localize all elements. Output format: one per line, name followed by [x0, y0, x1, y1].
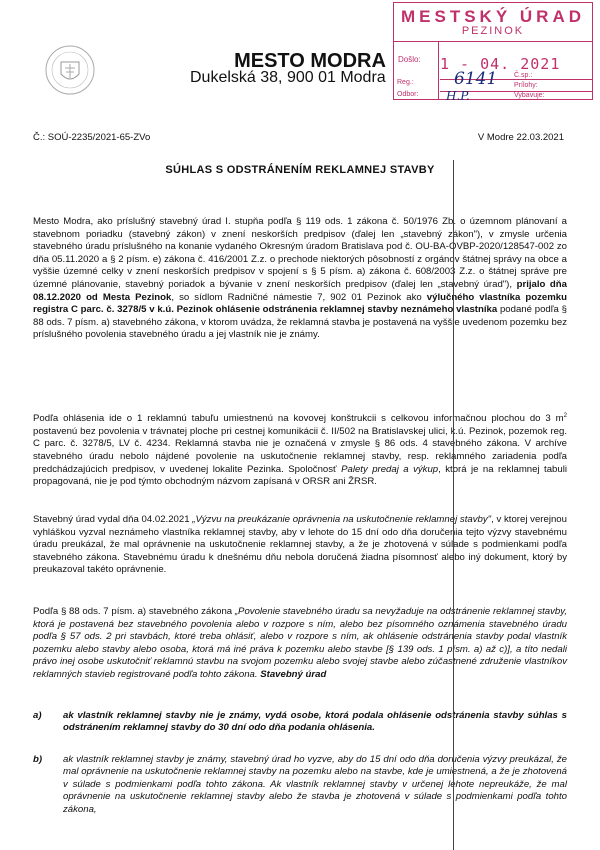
stamp-reg-label: Reg.:: [397, 79, 414, 86]
list-item-a: a) ak vlastník reklamnej stavby nie je známy, vydá osobe, ktorá podala ohlásenie odstránenia stavby súhlas s odstránením reklamnej stavby do 30 dní odo dňa podania ohlásenia.: [33, 710, 567, 734]
stamp-handler-label: Vybavuje:: [514, 92, 545, 99]
paragraph-4: Podľa § 88 ods. 7 písm. a) stavebného zákona „Povolenie stavebného úradu sa nevyžaduje na odstránenie reklamnej stavby, ktorá je postavená bez stavebného povolenia alebo v rozpore s ním, alebo bez písomného oznámenia stavebného úradu podľa § 57 ods. 2 pri stavbách, ktoré treba ohlásiť, alebo v rozpore s ním, ak ohlásenie odstránenia stavby podal vlastník pozemku alebo stavby alebo osoba, ktorá má iné práva k pozemku alebo stavbe [§ 139 ods. 1 písm. a) až c)], a títo nedali právo inej osobe uskutočniť reklamnú stavbu na svojom pozemku alebo svojej stavbe alebo zúčastnené združenie vlastníkov reklamných stavieb registrované podľa tohto zákona. Stavebný úrad: [33, 606, 567, 680]
document-title: SÚHLAS S ODSTRÁNENÍM REKLAMNEJ STAVBY: [165, 164, 435, 176]
org-name: MESTO MODRA: [234, 50, 386, 72]
scan-fold-line: [453, 160, 454, 850]
reference-number: Č.: SOÚ-2235/2021-65-ZVo: [33, 132, 151, 143]
stamp-number-label: Č.sp.:: [514, 72, 533, 79]
stamp-handwritten-dept: H.P.: [446, 89, 470, 103]
paragraph-3: Stavebný úrad vydal dňa 04.02.2021 „Výzvu na preukázanie oprávnenia na uskutočnenie reklamnej stavby", v ktorej verejnou vyhláškou vyzval neznámeho vlastníka reklamnej stavby, aby v lehote do 15 dní odo dňa doručenia tejto výzvy stavebnému úradu preukázal, že mal oprávnenie na uskutočnenie reklamnej stavby, a že je zhotovená v súlade s podmienkami podľa stavebného zákona. Stavebnému úradu k dnešnému dňu nebola doručená žiadna písomnosť alebo iný dokument, ktorý by preukazoval takéto oprávnenie.: [33, 514, 567, 576]
stamp-received-label: Došlo:: [398, 55, 421, 64]
stamp-handwritten-number: 6141: [454, 69, 498, 89]
stamp-city: PEZINOK: [461, 25, 525, 37]
paragraph-2: Podľa ohlásenia ide o 1 reklamnú tabuľu umiestnenú na kovovej konštrukcii s celkovou informačnou plochou do 3 $m^2$ postavenú bez povolenia v trávnatej ploche pri cestnej komunikácii č. II/502 na Bratislavskej ulici, k.ú. Pezinok, pozemok reg. C parc. č. 3278/5, LV č. 4234. Reklamná stavba nie je označená v zmysle § 86 ods. 4 stavebného zákona. V archíve stavebného úradu nebolo nájdené povolenie na uskutočnenie reklamnej stavby, resp. reklamného zariadenia podľa predchádzajúcich predpisov, v uvedenej lokalite Pezinka. Spoločnosť Palety predaj a výkup, ktorá je na reklamnej tabuli propagovaná, nie je pod týmto obchodným názvom zapísaná v ORSR ani ŽRSR.: [33, 413, 567, 488]
stamp-office: MESTSKÝ ÚRAD: [400, 7, 585, 26]
stamp-date: 1 - 04. 2021: [440, 55, 561, 73]
paragraph-1: Mesto Modra, ako príslušný stavebný úrad I. stupňa podľa § 119 ods. 1 zákona č. 50/1976 Zb. o územnom plánovaní a stavebnom poriadku (stavebný zákon) v znení neskorších predpisov (ďalej len „stavebný zákon"), v zmysle určenia stavebného úradu príslušného na konanie vydaného Okresným úradom Bratislava pod č. OU-BA-OVBP-2020/128547-002 zo dňa 05.11.2020 a § 2 písm. e) zákona č. 416/2001 Z.z. o prechode niektorých pôsobností z orgánov štátnej správy na obce a vyššie územné celky v znení neskorších predpisov v spojení s § 5 písm. a) zákona č. 608/2003 Z.z. o štátnej správe pre územné plánovanie, stavebný poriadok a bývanie v znení neskorších predpisov (ďalej len „stavebný úrad"), prijalo dňa 08.12.2020 od Mesta Pezinok, so sídlom Radničné námestie 7, 902 01 Pezinok ako výlučného vlastníka pozemku registra C parc. č. 3278/5 v k.ú. Pezinok ohlásenie odstránenia reklamnej stavby neznámeho vlastníka podané podľa § 88 ods. 7 písm. a) stavebného zákona, v ktorom uvádza, že reklamná stavba je postavená na vyššie uvedenom pozemku bez príslušného povolenia stavebného úradu a jej vlastník nie je známy.: [33, 216, 567, 341]
stamp-dept-label: Odbor:: [397, 91, 419, 98]
registry-stamp: [393, 2, 593, 103]
org-address: Dukelská 38, 900 01 Modra: [190, 69, 386, 86]
place-date: V Modre 22.03.2021: [477, 132, 564, 143]
stamp-attach-label: Prílohy:: [514, 82, 538, 89]
list-item-b: b) ak vlastník reklamnej stavby je známy, stavebný úrad ho vyzve, aby do 15 dní odo dňa doručenia výzvy preukázal, že mal oprávnenie na uskutočnenie reklamnej stavby na pozemku alebo na stavbe, kde je umiestnená, a že je zhotovená v súlade s podmienkami podľa tohto zákona. Ak vlastník reklamnej stavby v určenej lehote nepreukáže, že mal oprávnenie na uskutočnenie reklamnej stavby alebo že stavba je zhotovená v súlade s podmienkami podľa tohto zákona,: [33, 754, 567, 815]
